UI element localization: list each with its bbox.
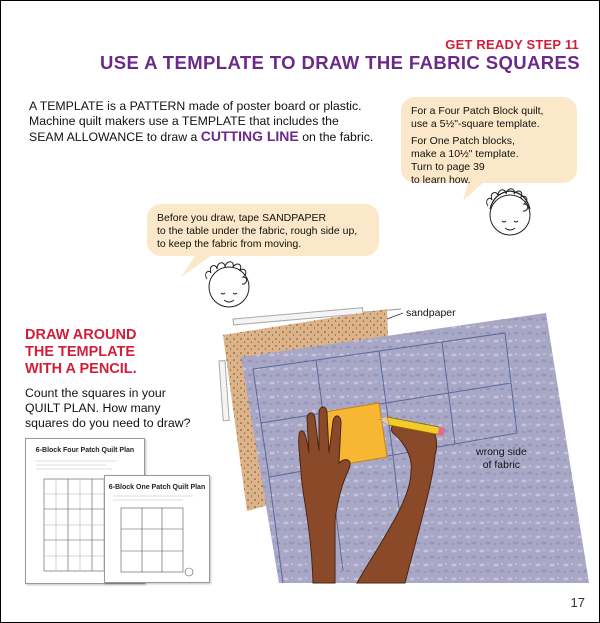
- step-label: GET READY STEP 11: [445, 37, 579, 52]
- sandpaper-label: sandpaper: [406, 307, 456, 319]
- bubble-template-line-5: Turn to page 39: [411, 161, 485, 173]
- intro-line-3-start: SEAM ALLOWANCE to draw a: [29, 130, 198, 144]
- intro-line-1: A TEMPLATE is a PATTERN made of poster board or plastic.: [29, 99, 362, 113]
- count-question: [25, 386, 190, 431]
- page-title: USE A TEMPLATE TO DRAW THE FABRIC SQUARES: [100, 52, 580, 73]
- four-patch-plan-title: 6-Block Four Patch Quilt Plan: [35, 447, 135, 454]
- intro-line-2: Machine quilt makers use a TEMPLATE that includes the: [29, 114, 339, 128]
- bubble-template-line-3: For One Patch blocks,: [411, 135, 515, 147]
- bubble-sandpaper-line-3: to keep the fabric from moving.: [157, 238, 302, 250]
- speech-bubble-template: [401, 97, 577, 186]
- one-patch-quilt-plan-thumbnail: [104, 475, 210, 583]
- fabric-label-line-1: wrong side: [476, 446, 527, 458]
- bubble-template-line-4: make a 10½" template.: [411, 148, 519, 160]
- bubble-template-line-2: use a 5½"-square template.: [411, 118, 540, 130]
- one-patch-grid: [105, 476, 209, 582]
- page-number: 17: [570, 595, 585, 610]
- count-line-1: Count the squares in your: [25, 386, 166, 400]
- instruction-heading-line-1: DRAW AROUND: [25, 327, 137, 343]
- bubble-template-line-6: to learn how.: [411, 174, 471, 186]
- fabric-label: [476, 446, 527, 472]
- one-patch-plan-title: 6-Block One Patch Quilt Plan: [108, 484, 206, 491]
- instruction-heading: [25, 327, 137, 378]
- child-face-icon: [206, 262, 249, 307]
- child-face-icon: [487, 189, 530, 235]
- bubble-tail-sandpaper: [181, 253, 215, 277]
- bubble-sandpaper-line-1: Before you draw, tape SANDPAPER: [157, 212, 327, 224]
- instruction-heading-line-2: THE TEMPLATE: [25, 344, 136, 360]
- sandpaper-leader: [387, 313, 403, 319]
- intro-line-3-end: on the fabric.: [302, 130, 374, 144]
- speech-bubble-sandpaper: [147, 204, 379, 256]
- count-line-3: squares do you need to draw?: [25, 416, 191, 430]
- bubble-template-line-1: For a Four Patch Block quilt,: [411, 105, 544, 117]
- cutting-line-term: CUTTING LINE: [200, 128, 299, 144]
- tape-strip: [219, 361, 229, 421]
- fabric-label-line-2: of fabric: [482, 459, 521, 471]
- count-line-2: QUILT PLAN. How many: [25, 401, 161, 415]
- bubble-sandpaper-line-2: to the table under the fabric, rough side up,: [157, 225, 358, 237]
- instruction-heading-line-3: WITH A PENCIL.: [25, 361, 137, 377]
